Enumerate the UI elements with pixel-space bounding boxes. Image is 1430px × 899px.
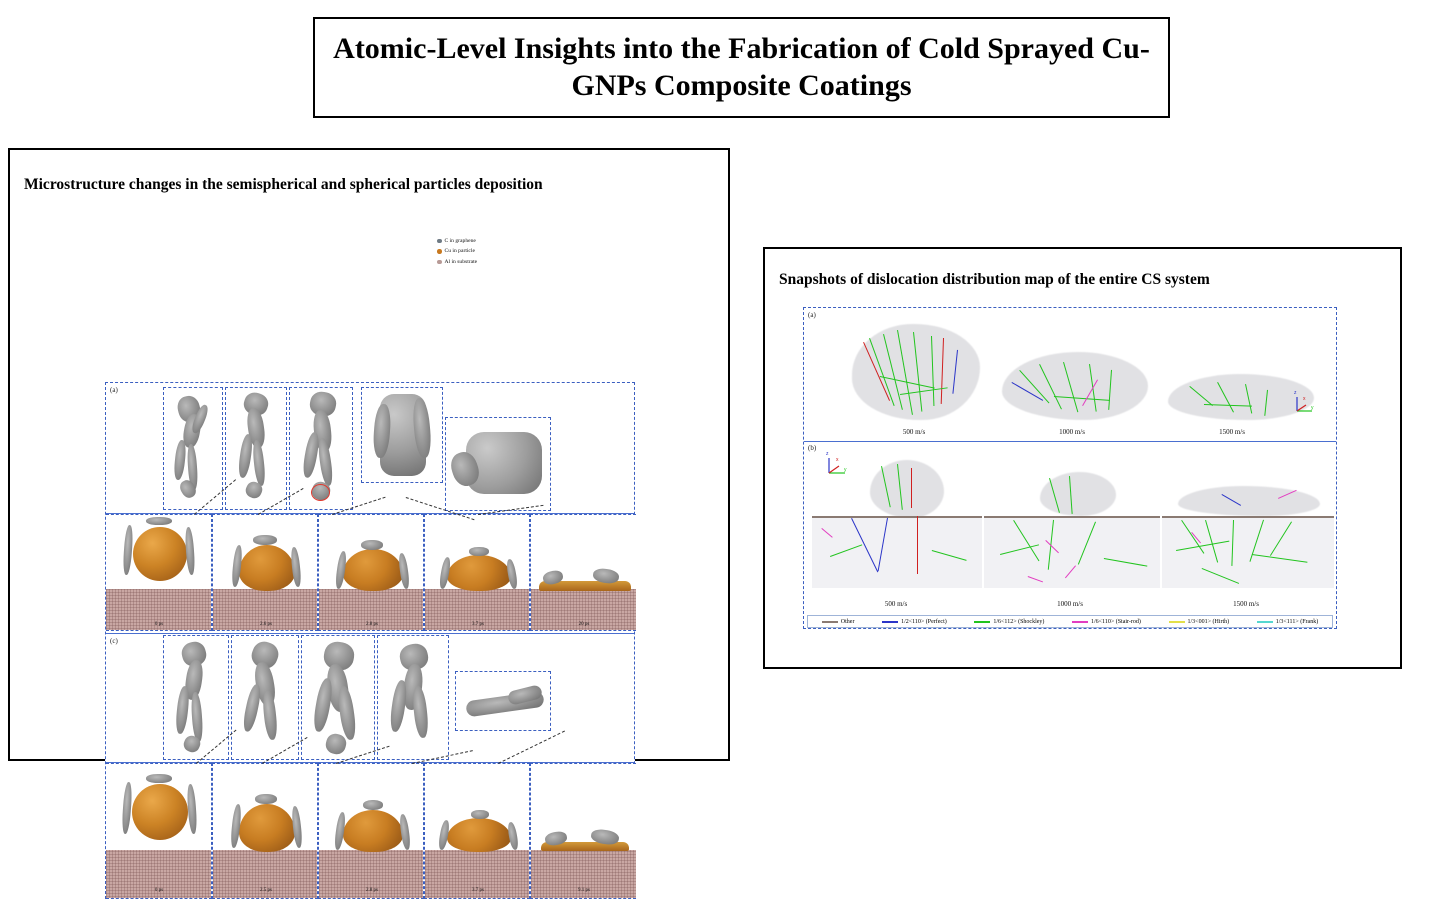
subfigure-label-b: (b) [808, 444, 817, 452]
legend-item [882, 619, 947, 625]
left-figure-legend [437, 236, 477, 267]
deposition-d5 [530, 763, 636, 899]
axis-label-x: x [836, 457, 839, 463]
velocity-label-a-1000: 1000 m/s [1059, 428, 1085, 436]
time-label-d5: 9.1 ps [578, 888, 590, 893]
legend-color-swatch [1169, 621, 1185, 623]
snapshot-a1 [163, 387, 223, 510]
dislocation-view-a-1500 [1160, 352, 1320, 426]
right-panel-heading: Snapshots of dislocation distribution map of the entire CS system [779, 271, 1210, 288]
snapshot-c4 [377, 635, 449, 760]
legend-color-swatch [882, 621, 898, 623]
axis-label-z: z [1294, 390, 1297, 396]
time-label-b3: 2.8 ps [366, 622, 378, 627]
dislocation-view-b-1000 [984, 458, 1160, 598]
deposition-d3 [318, 763, 424, 899]
legend-label: 1/3<001> (Hirth) [1187, 618, 1230, 625]
deposition-d4 [424, 763, 530, 899]
snapshot-c5 [455, 671, 551, 731]
subfigure-label-a: (a) [808, 311, 816, 319]
axis-triad-a [1294, 392, 1316, 414]
legend-label: 1/3<111> (Frank) [1275, 618, 1319, 625]
velocity-label-b-1500: 1500 m/s [1233, 600, 1259, 608]
time-label-d3: 2.8 ps [366, 888, 378, 893]
time-label-b4: 3.7 ps [472, 622, 484, 627]
connector-line [498, 731, 565, 764]
deposition-b3 [318, 514, 424, 631]
divider-right-a-b [804, 441, 1336, 442]
axis-label-x: x [1303, 396, 1306, 402]
deposition-b5 [530, 514, 636, 631]
time-label-b5: 20 ps [578, 622, 590, 627]
deposition-b1 [106, 514, 212, 631]
legend-item [437, 246, 477, 256]
snapshot-a5 [445, 417, 551, 511]
left-panel [8, 148, 730, 893]
time-label-b1: 0 ps [154, 622, 164, 627]
divider-b-c [106, 633, 634, 634]
snapshot-a2 [225, 387, 287, 510]
legend-color-swatch [437, 260, 442, 265]
legend-color-swatch [1257, 621, 1273, 623]
velocity-label-a-1500: 1500 m/s [1219, 428, 1245, 436]
legend-label: C in graphene [444, 238, 476, 244]
axis-label-y: y [844, 467, 847, 473]
velocity-label-b-500: 500 m/s [884, 600, 908, 608]
legend-label: Cu in particle [444, 248, 475, 255]
legend-color-swatch [437, 239, 442, 244]
legend-item [974, 619, 1044, 625]
axis-label-y: y [1311, 405, 1314, 411]
legend-label: 1/6<112> (Shockley) [993, 618, 1045, 625]
legend-item [1072, 619, 1141, 625]
page-title: Atomic-Level Insights into the Fabrication of Cold Sprayed Cu-GNPs Composite Coatings [333, 31, 1150, 102]
dislocation-view-b-500 [812, 458, 982, 598]
snapshot-c2 [231, 635, 299, 760]
dislocation-view-b-1500 [1162, 458, 1334, 598]
legend-color-swatch [1072, 621, 1088, 623]
snapshot-c1 [163, 635, 229, 760]
legend-label: Other [840, 618, 855, 625]
time-label-d1: 0 ps [154, 888, 164, 893]
subfigure-label-c: (c) [110, 637, 118, 645]
microstructure-figure [105, 382, 635, 899]
axis-label-z: z [826, 451, 829, 457]
time-label-b2: 2.6 ps [260, 622, 272, 627]
time-label-d4: 3.7 ps [472, 888, 484, 893]
legend-color-swatch [437, 249, 442, 254]
legend-label: 1/6<110> (Stair-rod) [1091, 618, 1141, 625]
legend-color-swatch [822, 621, 838, 623]
legend-item [1257, 619, 1318, 625]
legend-color-swatch [974, 621, 990, 623]
legend-item [437, 257, 477, 267]
legend-item [1169, 619, 1230, 625]
deposition-b4 [424, 514, 530, 631]
dislocation-view-a-1000 [994, 334, 1154, 426]
snapshot-c3 [301, 635, 375, 760]
subfigure-label-a: (a) [110, 386, 118, 394]
poster-title-box [313, 17, 1170, 118]
deposition-d2 [212, 763, 318, 899]
velocity-label-b-1000: 1000 m/s [1057, 600, 1083, 608]
highlight-circle [311, 484, 330, 501]
dislocation-figure [803, 307, 1337, 629]
snapshot-a4 [361, 387, 443, 483]
velocity-label-a-500: 500 m/s [902, 428, 926, 436]
legend-label: Al in substrate [444, 258, 478, 265]
dislocation-view-a-500 [840, 316, 990, 426]
deposition-d1 [106, 763, 212, 899]
legend-item [822, 619, 855, 625]
deposition-b2 [212, 514, 318, 631]
legend-label: 1/2<110> (Perfect) [901, 618, 947, 625]
dislocation-legend [807, 615, 1333, 628]
legend-item [437, 236, 477, 246]
left-panel-heading: Microstructure changes in the semispherical and spherical particles deposition [24, 176, 543, 193]
time-label-d2: 2.5 ps [260, 888, 272, 893]
